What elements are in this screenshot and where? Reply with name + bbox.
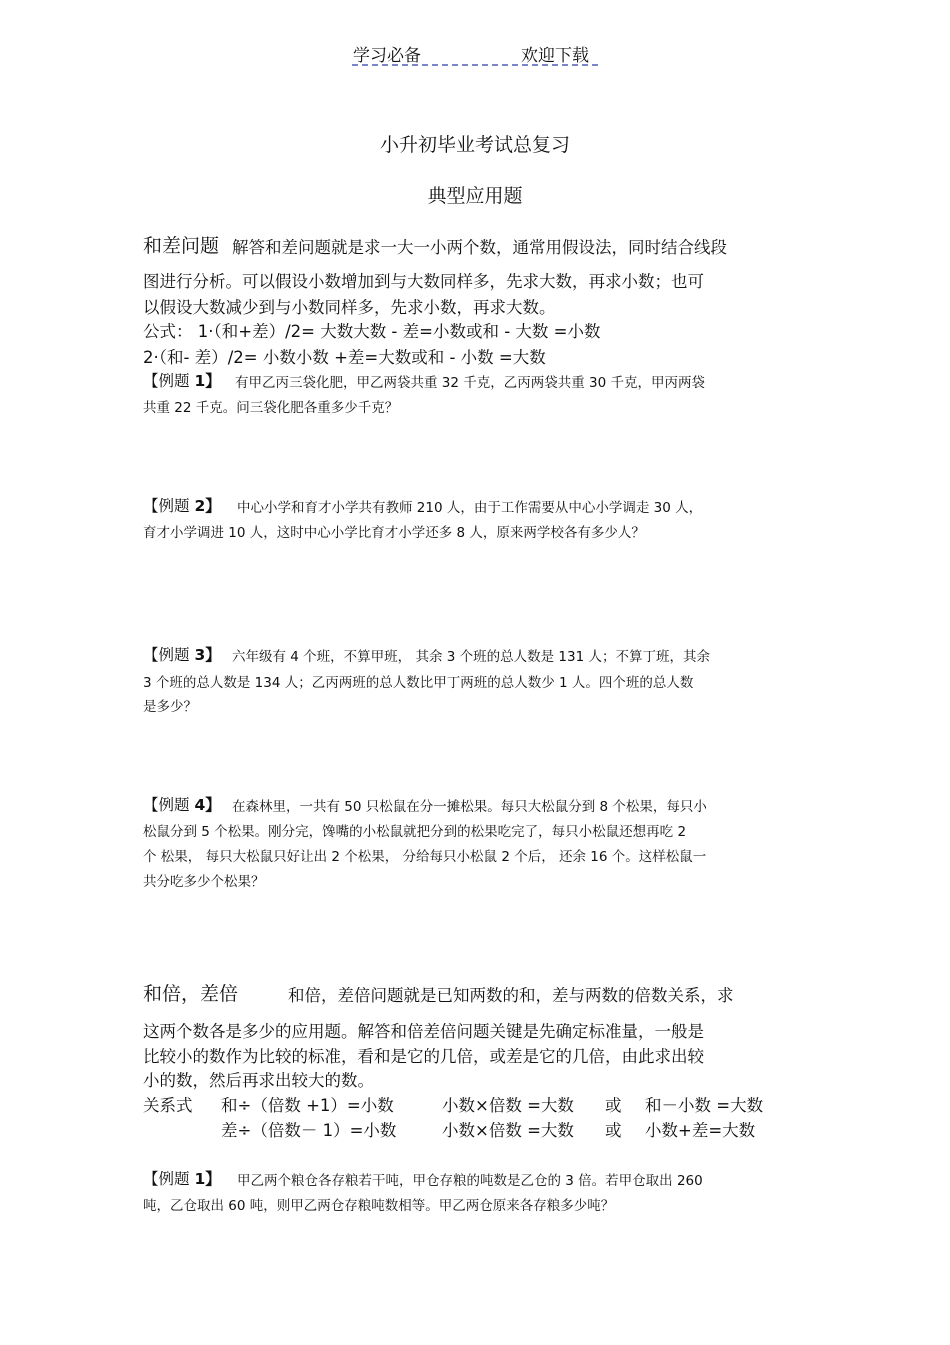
- example2-line2: 育才小学调进 10 人，这时中心小学比育才小学还多 8 人，原来两学校各有多少人？: [143, 525, 645, 541]
- s2-example1-tag: 【例题 1】: [143, 1170, 221, 1188]
- relation2-part3: 小数+差=大数: [645, 1121, 756, 1140]
- section2-heading: 和倍，差倍: [143, 983, 239, 1005]
- relation1-part1: 和÷（倍数 +1）=小数: [221, 1096, 394, 1115]
- section1-line3: 以假设大数减少到与小数同样多，先求小数，再求大数。: [143, 298, 556, 317]
- example1-line2: 共重 22 千克。问三袋化肥各重多少千克？: [143, 400, 399, 416]
- section1-heading: 和差问题: [143, 235, 220, 257]
- example4-line2: 松鼠分到 5 个松果。刚分完，馋嘴的小松鼠就把分到的松果吃完了，每只小松鼠还想再吃 2: [143, 824, 687, 840]
- header-dashed-rule: [352, 64, 598, 66]
- section2-line2: 这两个数各是多少的应用题。解答和倍差倍问题关键是先确定标准量，一般是: [143, 1022, 704, 1041]
- example4-line3: 个 松果， 每只大松鼠只好让出 2 个松果， 分给每只小松鼠 2 个后， 还余 16 个。这样松鼠一: [143, 849, 707, 865]
- section2-line3: 比较小的数作为比较的标准，看和是它的几倍，或差是它的几倍，由此求出较: [143, 1047, 704, 1066]
- relation1-or: 或: [605, 1096, 622, 1115]
- example4-tag: 【例题 4】: [143, 796, 221, 814]
- example1-line1: 有甲乙丙三袋化肥，甲乙两袋共重 32 千克，乙丙两袋共重 30 千克，甲丙两袋: [235, 375, 706, 391]
- section1-formula1: 公式： 1·（和+差）/2= 大数大数 - 差=小数或和 - 大数 =小数: [143, 322, 601, 341]
- example2-tag: 【例题 2】: [143, 497, 221, 515]
- example4-line4: 共分吃多少个松果？: [143, 874, 265, 890]
- relations-label: 关系式: [143, 1096, 193, 1115]
- page-title: 小升初毕业考试总复习: [379, 134, 570, 156]
- s2-example1-line1: 甲乙两个粮仓各存粮若干吨，甲仓存粮的吨数是乙仓的 3 倍。若甲仓取出 260: [237, 1173, 703, 1189]
- section1-formula2: 2·（和- 差）/2= 小数小数 +差=大数或和 - 小数 =大数: [143, 348, 546, 367]
- example3-tag: 【例题 3】: [143, 646, 221, 664]
- section2-line1: 和倍，差倍问题就是已知两数的和，差与两数的倍数关系，求: [288, 986, 734, 1005]
- s2-example1-line2: 吨，乙仓取出 60 吨，则甲乙两仓存粮吨数相等。甲乙两仓原来各存粮多少吨？: [143, 1198, 615, 1214]
- page-subtitle: 典型应用题: [427, 185, 523, 207]
- example4-line1: 在森林里，一共有 50 只松鼠在分一摊松果。每只大松鼠分到 8 个松果，每只小: [232, 799, 707, 815]
- example3-line3: 是多少？: [143, 699, 197, 715]
- header-right-text: 欢迎下载: [521, 46, 589, 66]
- relation2-or: 或: [605, 1121, 622, 1140]
- section1-line1: 解答和差问题就是求一大一小两个数，通常用假设法，同时结合线段: [232, 238, 727, 257]
- relation1-part2: 小数×倍数 =大数: [442, 1096, 574, 1115]
- example3-line1: 六年级有 4 个班，不算甲班， 其余 3 个班的总人数是 131 人；不算丁班，其余: [232, 649, 710, 665]
- relation1-part3: 和－小数 =大数: [645, 1096, 764, 1115]
- relation2-part1: 差÷（倍数－ 1）=小数: [221, 1121, 397, 1140]
- section2-line4: 小的数，然后再求出较大的数。: [143, 1071, 374, 1090]
- section1-line2: 图进行分析。可以假设小数增加到与大数同样多，先求大数，再求小数；也可: [143, 272, 704, 291]
- relation2-part2: 小数×倍数 =大数: [442, 1121, 574, 1140]
- example2-line1: 中心小学和育才小学共有教师 210 人，由于工作需要从中心小学调走 30 人，: [237, 500, 703, 516]
- example1-tag: 【例题 1】: [143, 372, 221, 390]
- example3-line2: 3 个班的总人数是 134 人；乙丙两班的总人数比甲丁两班的总人数少 1 人。四个班的总人数: [143, 675, 694, 691]
- header-left-text: 学习必备: [353, 46, 421, 66]
